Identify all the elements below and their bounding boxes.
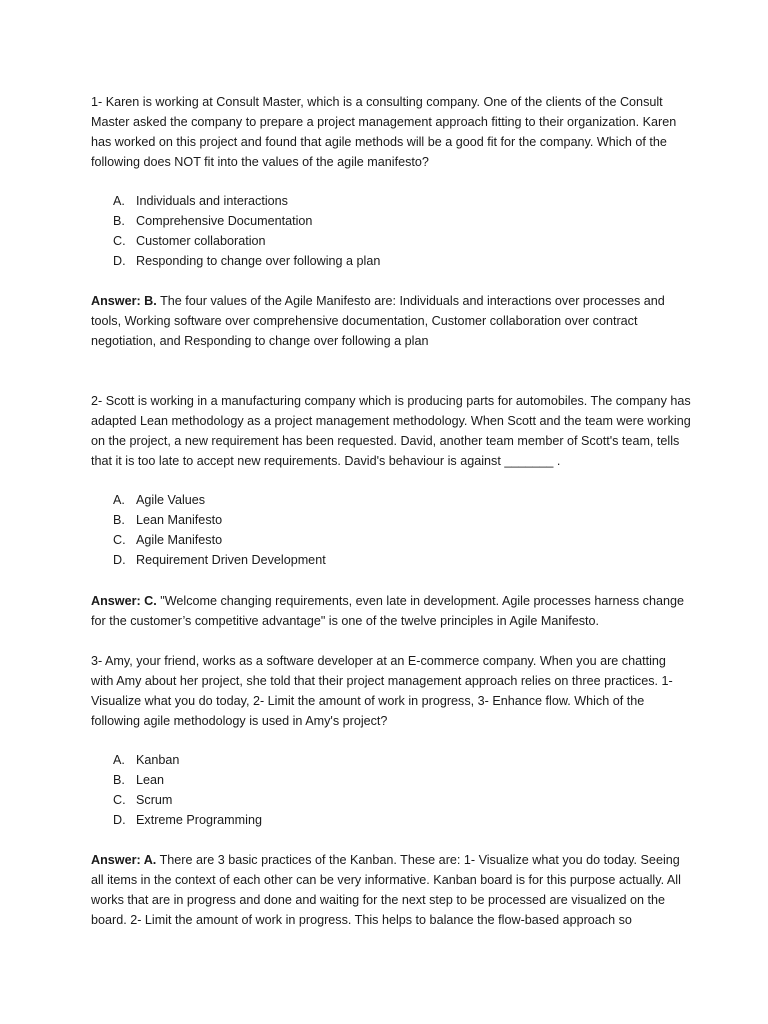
option-letter: D. <box>113 553 126 567</box>
option-text: Extreme Programming <box>136 813 262 827</box>
option-text: Lean Manifesto <box>136 513 223 527</box>
answer-text: There are 3 basic practices of the Kanban. These are: 1- Visualize what you do today. Seeing all items in the context of each other can be very informative. Kanban board is for this purpose actually. All works that are in progress and done and waiting for the next step to be processed are visualized on the board. 2- Limit the amount of work in progress. This helps to balance the flow-based approach so <box>91 853 681 927</box>
answer-label: Answer: C. <box>91 594 157 608</box>
option-1d <box>91 251 691 271</box>
option-2b <box>91 510 691 530</box>
option-text: Agile Values <box>136 493 206 507</box>
option-letter: D. <box>113 254 126 268</box>
option-text: Comprehensive Documentation <box>136 214 313 228</box>
option-text: Lean <box>136 773 165 787</box>
option-3b <box>91 770 691 790</box>
option-letter: A. <box>113 753 125 767</box>
answer-3 <box>91 850 691 930</box>
option-text: Responding to change over following a plan <box>136 254 381 268</box>
question-2-text: 2- Scott is working in a manufacturing company which is producing parts for automobiles. The company has adapted Lean methodology as a project management methodology. When Scott and the team were working on the project, a new requirement has been requested. David, another team member of Scott's team, tells that it is too late to accept new requirements. David's behaviour is against _______ . <box>91 394 691 468</box>
option-letter: D. <box>113 813 126 827</box>
question-1-options <box>91 191 691 271</box>
option-letter: C. <box>113 234 126 248</box>
answer-label: Answer: A. <box>91 853 157 867</box>
option-letter: B. <box>113 513 125 527</box>
option-3c <box>91 790 691 810</box>
option-letter: A. <box>113 493 125 507</box>
answer-1 <box>91 291 691 351</box>
answer-text: The four values of the Agile Manifesto are: Individuals and interactions over processes and tools, Working software over comprehensive documentation, Customer collaboration over contract negotiation, and Responding to change over following a plan <box>91 294 665 348</box>
option-letter: B. <box>113 773 125 787</box>
option-text: Scrum <box>136 793 173 807</box>
option-text: Individuals and interactions <box>136 194 288 208</box>
option-2d <box>91 550 691 570</box>
option-letter: C. <box>113 793 126 807</box>
option-text: Agile Manifesto <box>136 533 223 547</box>
option-letter: A. <box>113 194 125 208</box>
question-1-text: 1- Karen is working at Consult Master, which is a consulting company. One of the clients of the Consult Master asked the company to prepare a project management approach fitting to their organization. Karen has worked on this project and found that agile methods will be a good fit for the company. Which of the following does NOT fit into the values of the agile manifesto? <box>91 95 677 169</box>
answer-text: "Welcome changing requirements, even late in development. Agile processes harness change for the customer’s competitive advantage" is one of the twelve principles in Agile Manifesto. <box>91 594 684 628</box>
answer-label: Answer: B. <box>91 294 157 308</box>
option-text: Requirement Driven Development <box>136 553 326 567</box>
option-text: Customer collaboration <box>136 234 266 248</box>
option-3d <box>91 810 691 830</box>
question-3-text: 3- Amy, your friend, works as a software developer at an E-commerce company. When you are chatting with Amy about her project, she told that their project management approach relies on three practices. 1- Visualize what you do today, 2- Limit the amount of work in progress, 3- Enhance flow. Which of the following agile methodology is used in Amy's project? <box>91 654 673 728</box>
question-3-options <box>91 750 691 830</box>
answer-2 <box>91 591 691 631</box>
option-3a <box>91 750 691 770</box>
option-1c <box>91 231 691 251</box>
option-1a <box>91 191 691 211</box>
option-2a <box>91 490 691 510</box>
option-1b <box>91 211 691 231</box>
option-text: Kanban <box>136 753 180 767</box>
option-letter: B. <box>113 214 125 228</box>
option-letter: C. <box>113 533 126 547</box>
question-2-options <box>91 490 691 570</box>
option-2c <box>91 530 691 550</box>
